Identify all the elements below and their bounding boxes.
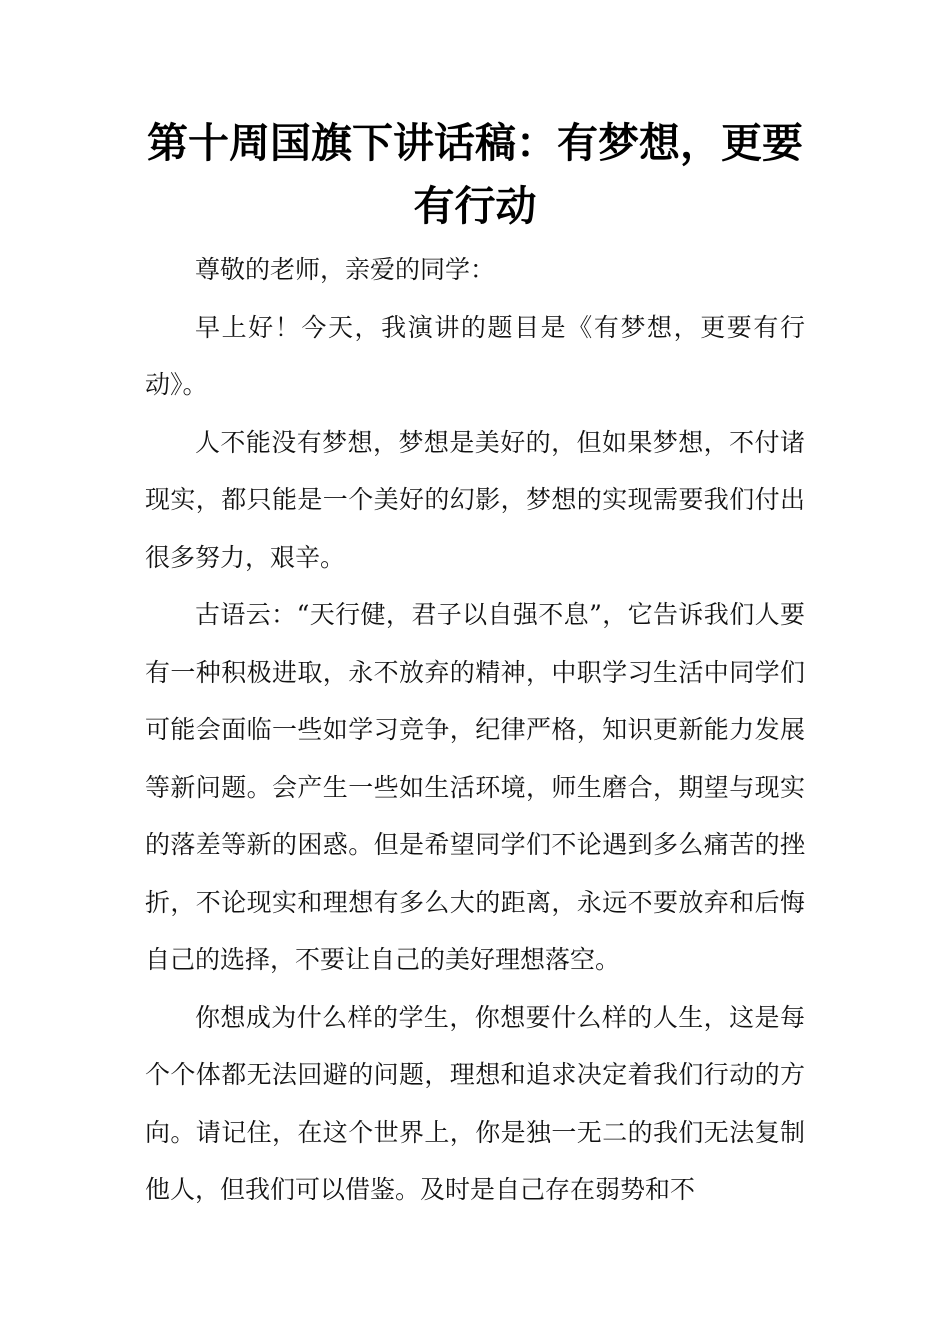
body-paragraph: 你想成为什么样的学生，你想要什么样的人生，这是每个个体都无法回避的问题，理想和追求决定着我们行动的方向。请记住，在这个世界上，你是独一无二的我们无法复制他人，但我们可以借鉴。及时是自己存在弱势和不 bbox=[145, 1002, 805, 1204]
body-paragraph: 人不能没有梦想，梦想是美好的，但如果梦想，不付诸现实，都只能是一个美好的幻影，梦想的实现需要我们付出很多努力，艰辛。 bbox=[145, 427, 805, 572]
salutation-paragraph: 尊敬的老师，亲爱的同学： bbox=[195, 255, 496, 284]
body-paragraph: 早上好！今天，我演讲的题目是《有梦想，更要有行动》。 bbox=[145, 312, 805, 399]
document-body bbox=[145, 241, 805, 1219]
body-paragraph: 古语云：“天行健，君子以自强不息”，它告诉我们人要有一种积极进取，永不放弃的精神，中职学习生活中同学们可能会面临一些如学习竞争，纪律严格，知识更新能力发展等新问题。会产生一些如生活环境，师生磨合，期望与现实的落差等新的困惑。但是希望同学们不论遇到多么痛苦的挫折，不论现实和理想有多么大的距离，永远不要放弃和后悔自己的选择，不要让自己的美好理想落空。 bbox=[145, 600, 805, 974]
document-title: 第十周国旗下讲话稿：有梦想，更要有行动 bbox=[147, 119, 803, 230]
